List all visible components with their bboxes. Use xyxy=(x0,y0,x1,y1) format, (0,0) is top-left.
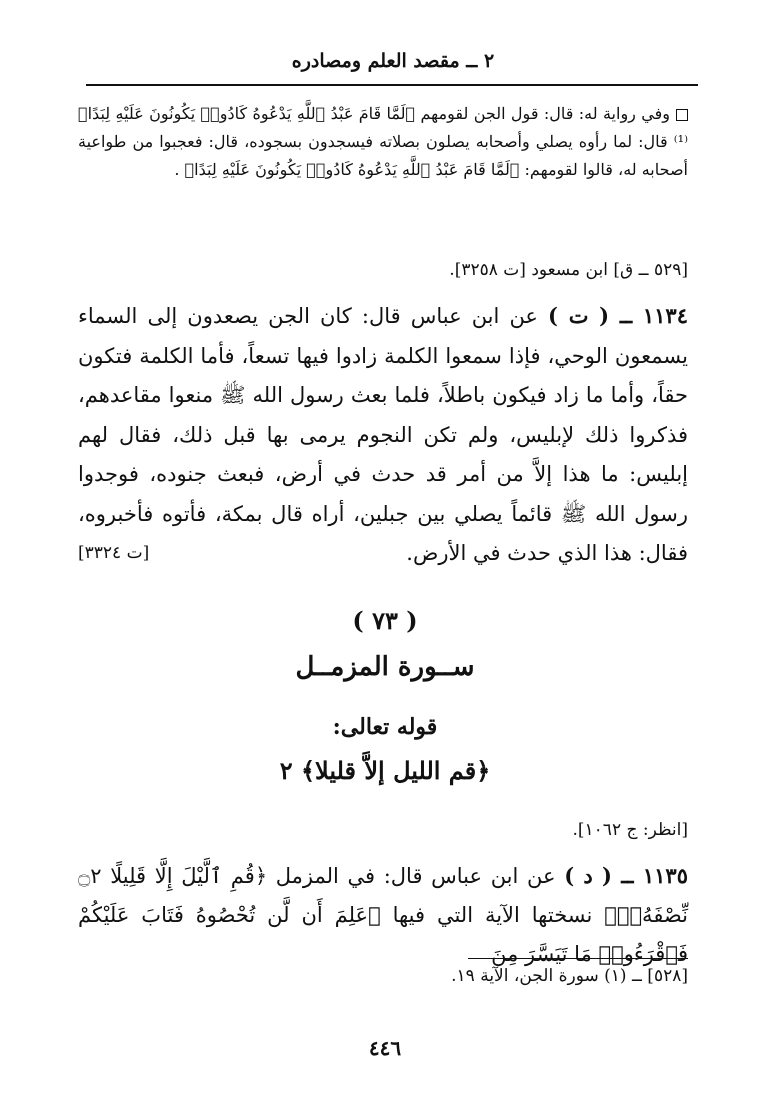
footnote-rule xyxy=(468,958,688,959)
footnote: [٥٢٨] ــ (١) سورة الجن، الآية ١٩. xyxy=(451,966,688,986)
ayah-heading: ﴿قم الليل إلاَّ قليلا﴾ ٢ xyxy=(279,756,491,785)
narration-variant xyxy=(78,100,688,184)
reference-529: [٥٢٩ ــ ق] ابن مسعود [ت ٣٢٥٨]. xyxy=(449,260,688,280)
hadith-number: ١١٣٥ ــ ( د ) xyxy=(564,863,688,888)
surah-number: ( ٧٣ ) xyxy=(352,606,418,635)
narration-variant-text: وفي رواية له: قال: قول الجن لقومهم ﴿لَمَّا قَامَ عَبْدُ ٱللَّهِ يَدْعُوهُ كَادُوا۟ يَكُونُونَ عَلَيْهِ لِبَدًا﴾⁽¹⁾ قال: لما رأوه يصلي وأصحابه يصلون بصلاته فيسجدون بسجوده، قال: فعجبوا من طواعية أصحابه له، قالوا لقومهم: ﴿لَمَّا قَامَ عَبْدُ ٱللَّهِ يَدْعُوهُ كَادُوا۟ يَكُونُونَ عَلَيْهِ لِبَدًا﴾ . xyxy=(78,104,688,179)
hadith-1134 xyxy=(78,296,688,574)
surah-title: ســورة المزمــل xyxy=(295,652,475,682)
see-reference: [انظر: ج ١٠٦٢]. xyxy=(572,820,688,840)
square-marker-icon xyxy=(676,109,688,121)
hadith-text: عن ابن عباس قال: في المزمل ﴿قُمِ ٱلَّيْلَ إِلَّا قَلِيلًا ۝٢ نِّصْفَهُۥٓ﴾ نسختها الآية التي فيها ﴿عَلِمَ أَن لَّن تُحْصُوهُ فَتَابَ عَلَيْكُمْ فَٱقْرَءُوا۟ مَا تَيَسَّرَ مِنَ xyxy=(78,864,688,966)
hadith-number: ١١٣٤ ــ ( ت ) xyxy=(548,303,688,328)
hadith-text: عن ابن عباس قال: كان الجن يصعدون إلى السماء يسمعون الوحي، فإذا سمعوا الكلمة زادوا فيها تسعاً، فأما الكلمة فتكون حقاً، وأما ما زاد فيكون باطلاً، فلما بعث رسول الله ﷺ منعوا مقاعدهم، فذكروا ذلك لإبليس، ولم تكن النجوم يرمى بها قبل ذلك، فقال لهم إبليس: ما هذا إلاَّ من أمر قد حدث في أرض، فبعث جنوده، فوجدوا رسول الله ﷺ قائماً يصلي بين جبلين، أراه قال بمكة، فأتوه فأخبروه، فقال: هذا الذي حدث في الأرض. xyxy=(78,304,688,565)
hadith-1135 xyxy=(78,856,688,974)
running-header: ٢ ــ مقصد العلم ومصادره xyxy=(291,50,495,72)
header-rule xyxy=(86,84,698,86)
hadith-reference: [ت ٣٣٢٤] xyxy=(78,543,150,563)
page-number: ٤٤٦ xyxy=(368,1036,402,1060)
section-heading: قوله تعالى: xyxy=(332,714,438,740)
